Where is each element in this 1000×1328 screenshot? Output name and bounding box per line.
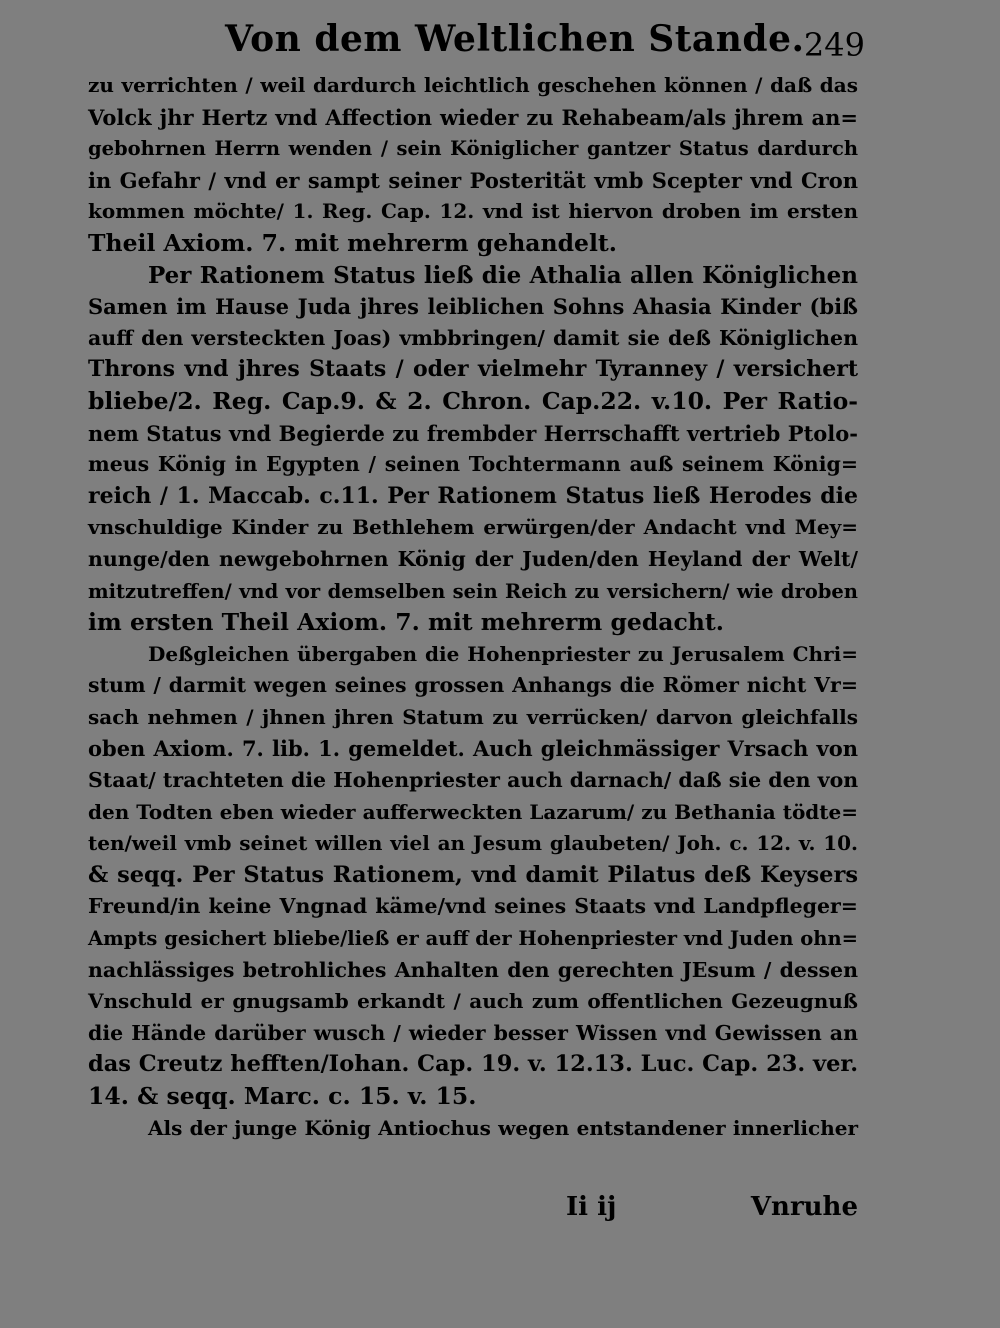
text-line: in Gefahr / vnd er sampt seiner Posterität vmb Scepter vnd Cron [88,167,858,193]
text-line: vnschuldige Kinder zu Bethlehem erwürgen/der Andacht vnd Mey= [88,515,858,540]
text-line: Volck jhr Hertz vnd Affection wieder zu Rehabeam/als jhrem an= [88,104,858,130]
text-line: zu verrichten / weil dardurch leichtlich geschehen können / daß das [88,73,858,97]
text-line: 14. & seqq. Marc. c. 15. v. 15. [88,1082,477,1110]
catchword: Vnruhe [750,1192,858,1222]
text-line: mitzutreffen/ vnd vor demselben sein Reich zu versichern/ wie droben [88,579,858,603]
text-line: nachlässiges betrohliches Anhalten den gerechten JEsum / dessen [88,957,858,982]
text-line: nunge/den newgebohrnen König der Juden/den Heyland der Welt/ [88,546,858,571]
text-line: Ampts gesichert bliebe/ließ er auff der Hohenpriester vnd Juden ohn= [88,927,858,951]
signature-mark: Ii ij [566,1192,617,1222]
text-line: & seqq. Per Status Rationem, vnd damit Pilatus deß Keysers [88,861,858,888]
text-line: meus König in Egypten / seinen Tochtermann auß seinem König= [88,452,858,477]
text-line: im ersten Theil Axiom. 7. mit mehrerm gedacht. [88,608,724,637]
text-line: gebohrnen Herrn wenden / sein Königlicher gantzer Status dardurch [88,137,858,161]
text-line: Als der junge König Antiochus wegen entstandener innerlicher [148,1115,858,1140]
text-line: oben Axiom. 7. lib. 1. gemeldet. Auch gleichmässiger Vrsach von [88,736,858,762]
text-line: sach nehmen / jhnen jhren Statum zu verrücken/ darvon gleichfalls [88,704,858,729]
text-line: Freund/in keine Vngnad käme/vnd seines Staats vnd Landpfleger= [88,894,858,919]
text-line: kommen möchte/ 1. Reg. Cap. 12. vnd ist hiervon droben im ersten [88,199,858,224]
text-line: Per Rationem Status ließ die Athalia allen Königlichen [148,261,858,289]
page-footer [88,1192,858,1228]
text-line: reich / 1. Maccab. c.11. Per Rationem Status ließ Herodes die [88,482,858,509]
text-line: Staat/ trachteten die Hohenpriester auch darnach/ daß sie den von [88,768,859,793]
running-head: Von dem Weltlichen Stande. [225,18,805,60]
text-line: ten/weil vmb seinet willen viel an Jesum glaubeten/ Joh. c. 12. v. 10. [88,831,858,856]
text-line: stum / darmit wegen seines grossen Anhangs die Römer nicht Vr= [88,673,858,698]
text-line: die Hände darüber wusch / wieder besser Wissen vnd Gewissen an [88,1020,858,1045]
text-line: den Todten eben wieder aufferweckten Lazarum/ zu Bethania tödte= [88,799,858,824]
text-line: Vnschuld er gnugsamb erkandt / auch zum offentlichen Gezeugnuß [88,989,858,1014]
text-line: bliebe/2. Reg. Cap.9. & 2. Chron. Cap.22. v.10. Per Ratio- [88,386,858,415]
text-line: Theil Axiom. 7. mit mehrerm gehandelt. [88,228,617,257]
text-line: das Creutz hefften/Iohan. Cap. 19. v. 12.13. Luc. Cap. 23. ver. [88,1051,859,1078]
text-line: auff den versteckten Joas) vmbbringen/ damit sie deß Königlichen [88,325,858,350]
body-text [88,70,858,1144]
text-line: nem Status vnd Begierde zu frembder Herrschafft vertrieb Ptolo- [88,420,858,446]
page-number: 249 [803,26,865,64]
text-line: Samen im Hause Juda jhres leiblichen Sohns Ahasia Kinder (biß [88,294,858,320]
text-line: Throns vnd jhres Staats / oder vielmehr Tyranney / versichert [88,356,858,383]
text-line: Deßgleichen übergaben die Hohenpriester zu Jerusalem Chri= [148,641,858,666]
page-header [225,18,865,68]
